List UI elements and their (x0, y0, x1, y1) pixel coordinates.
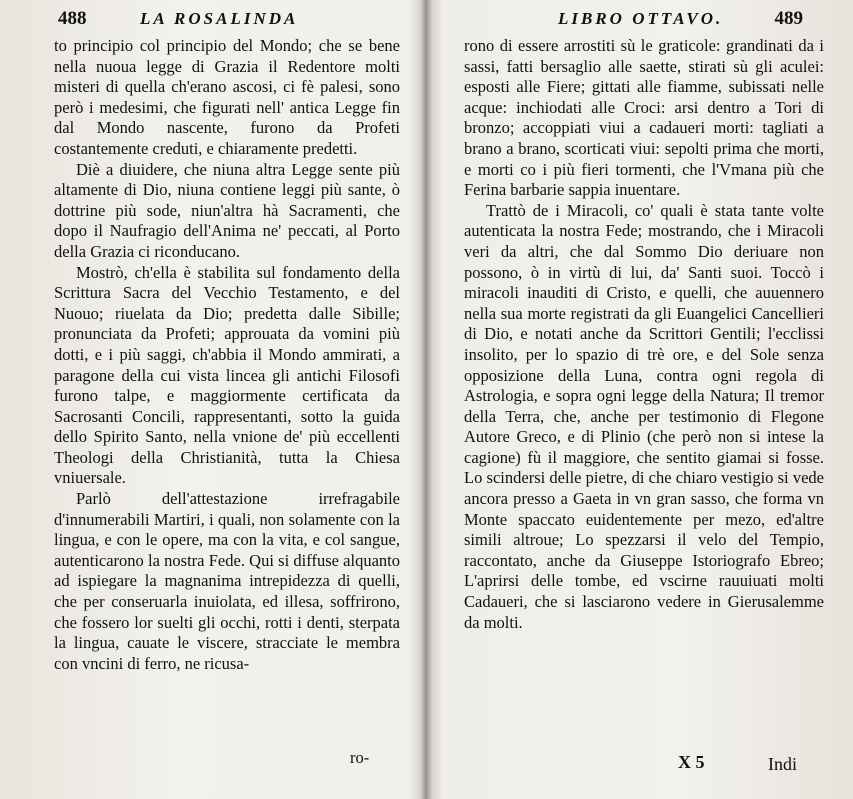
right-footer (678, 752, 828, 782)
left-paragraph-4: Parlò dell'attestazione irrefragabile d'innumerabili Martiri, i quali, non solamente con la lingua, e con le opere, ma con la vita, e col sangue, autenticarono la nostra Fede. Qui si diffuse alquanto ad ispiegare la magnanima intrepidezza di quelli, che per conseruarla inuiolata, ed illesa, soffrirono, che fossero lor suelti gli occhi, rotti i denti, sterpata la lingua, cauate le viscere, stracciate le membra con vncini di ferro, ne ricusa- (54, 489, 400, 673)
right-running-title: LIBRO OTTAVO. (558, 9, 724, 28)
right-paragraph-2: Trattò de i Miracoli, co' quali è stata tante volte autenticata la nostra Fede; mostrando, che i Miracoli veri da altri, che dal Sommo Dio deriuare non possono, ò in virtù di lui, da' Santi suoi. Toccò i miracoli inauditi di Cristo, e quelli, che auuennero nella sua morte registrati da gli Euangelici Cancellieri di Dio, e notati anche da Scrittori Gentili; l'ecclissi insolito, per lo spazio di trè ore, e del Sole senza opposizione della Luna, contra ogni regola di Astrologia, e sopra ogni legge della Natura; Il tremor della Terra, che, anche per testimonio di Flegone Autore Greco, e di Plinio (che però non si intese la cagione) fù il maggiore, che sentito giamai si fosse. Lo scindersi delle pietre, di che chiaro vestigio si vede ancora presso a Gaeta in vn gran sasso, che forma vn Monte spaccato euidentemente per mezo, ed'altre simili altroue; Lo spezzarsi il velo del Tempio, raccontato, anche da Giuseppe Istoriografo Ebreo; L'aprirsi delle tombe, ed vscirne rauuiuati molti Cadaueri, che si lasciarono vedere in Gierusalemme da molti. (464, 200, 824, 632)
right-body-text (464, 36, 824, 633)
right-running-head (468, 8, 843, 32)
left-running-head (40, 8, 415, 32)
left-paragraph-3: Mostrò, ch'ella è stabilita sul fondamento della Scrittura Sacra del Vecchio Testamento, e del Nuouo; riuelata da Dio; predetta dalle Sibille; pronunciata da Profeti; approuata da vomini più dotti, e i più saggi, ch'abbia il Mondo ammirati, a paragone della cui vista lincea gli antichi Filosofi furono talpe, e maggiormente certificata da Sacrosanti Concili, rappresentanti, sotto la guida dello Spirito Santo, nella vnione de' più eccellenti Theologi della Christianità, tutta la Chiesa vniuersale. (54, 262, 400, 488)
left-paragraph-2: Diè a diuidere, che niuna altra Legge sente più altamente di Dio, niuna contiene leggi più sante, ò dottrine più sode, niun'altra hà Sacramenti, che dopo il Naufragio dell'Anima ne' peccati, al Porto della Grazia ci riconducano. (54, 159, 400, 261)
right-catchword: Indi (768, 754, 797, 774)
signature-mark: X 5 (678, 752, 705, 772)
right-page (428, 0, 853, 799)
left-paragraph-1: to principio col principio del Mondo; che se bene nella nuoua legge di Grazia il Redentore molti misteri di quella ch'erano ascosi, ci fè palesi, sono però i medesimi, che figurati nell' antica Legge fin dal Mondo nascente, furono da Profeti costantemente creduti, e chiaramente predetti. (54, 36, 400, 158)
left-running-title: LA ROSALINDA (140, 9, 299, 28)
left-catchword: ro- (350, 748, 370, 767)
right-paragraph-1: rono di essere arrostiti sù le graticole: grandinati da i sassi, fatti bersaglio alle saette, stirati sù gli aculei: esposti alle Fiere; gittati alle fiamme, subissati nelle acque: inchiodati alle Croci: arsi dentro a Tori di bronzo; accoppiati viui a cadaueri morti: tagliati a brano a brano, scorticati viui: sepolti prima che morti, e morti co i più fieri tormenti, che l'Vmana più che Ferina barbarie sappia inuentare. (464, 36, 824, 200)
left-page-number: 488 (58, 8, 87, 29)
left-body-text (54, 36, 400, 674)
right-page-number: 489 (774, 8, 803, 29)
left-page (0, 0, 425, 799)
